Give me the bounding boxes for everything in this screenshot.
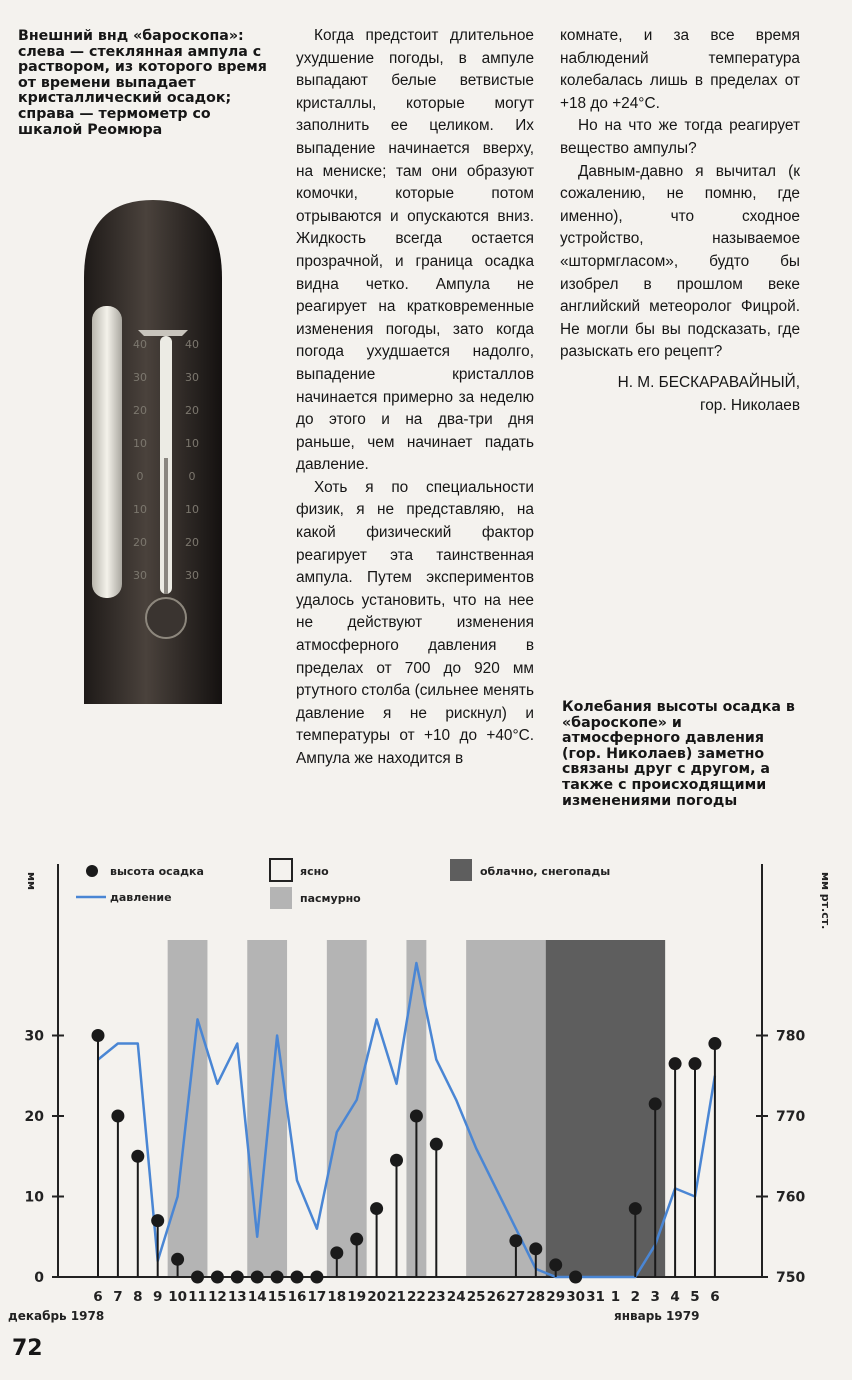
x-tick-label: 16 — [287, 1289, 307, 1305]
left-tick-label: 10 — [24, 1189, 44, 1206]
x-tick-label: 2 — [630, 1289, 641, 1305]
paragraph: Когда предстоит длительное ухудшение погоды, в ампуле выпадают белые ветвистые кристаллы, которые могут заполнить ее целиком. Их выпадение начинается вверху, на мениске; там они образуют комочки, которые потом отрываются и опускаются вниз. Жидкость всегда остается прозрачной, и граница осадка видна четко. Ампула не реагирует на кратковременные изменения погоды, зато когда погода ухудшается надолго, выпадение кристаллов начинается примерно за неделю до этого и на два-три дня раньше, чем начинает падать давление. — [296, 27, 534, 474]
photo-caption: Внешний внд «бароскопа»: слева — стеклянная ампула с раствором, из которого время от времени выпадает кристаллический осадок; справа — термометр со шкалой Реомюра — [18, 28, 267, 138]
left-axis-label: мм — [25, 872, 38, 890]
x-tick-label: 31 — [586, 1289, 605, 1305]
chart-caption: Колебания высоты осадка в «бароскопе» и атмосферного давления (гор. Николаев) заметно связаны друг с другом, а также с происходящими изменениями погоды — [562, 699, 795, 809]
x-tick-label: 15 — [267, 1289, 287, 1305]
x-tick-label: 18 — [327, 1289, 347, 1305]
paragraph: комнате, и за все время наблюдений температура колебалась лишь в пределах от +18 до +24°С. — [560, 27, 800, 112]
weather-band-dark — [546, 940, 665, 1277]
sediment-point — [251, 1271, 264, 1284]
thermometer-scale-label: 20 — [185, 536, 199, 549]
thermometer-scale-label: 10 — [185, 503, 199, 516]
weather-band-light — [466, 940, 546, 1277]
sediment-point — [649, 1097, 662, 1110]
signature-name: Н. М. БЕСКАРАВАЙНЫЙ, — [617, 373, 800, 391]
thermometer-scale-label: 0 — [136, 470, 144, 483]
paragraph: Хоть я по специальности физик, я не представляю, на какой физический фактор реагирует эта таинственная ампула. Путем экспериментов удалось установить, что на нее не действуют изменения атмосферного давления в пределах от 700 до 920 мм ртутного столба (сильнее менять давление я не рискнул) и температуры от +10 до +40°С. Ампула же находится в — [296, 478, 534, 767]
thermometer-scale-label: 10 — [133, 437, 147, 450]
column-three — [560, 25, 800, 417]
signature-city: гор. Николаев — [699, 396, 800, 414]
left-tick-label: 0 — [34, 1270, 44, 1286]
legend-marker-dot — [86, 865, 98, 877]
x-tick-label: 1 — [610, 1289, 621, 1305]
sediment-point — [529, 1242, 542, 1255]
x-tick-label: 22 — [407, 1289, 426, 1305]
x-tick-label: 25 — [466, 1289, 486, 1305]
sediment-point — [370, 1202, 383, 1215]
sediment-point — [509, 1234, 522, 1247]
weather-chart — [0, 846, 852, 1323]
sediment-point — [211, 1271, 224, 1284]
sediment-point — [410, 1110, 423, 1123]
sediment-point — [131, 1150, 144, 1163]
thermometer-bulb — [146, 598, 186, 638]
thermometer-scale-label: 10 — [133, 503, 147, 516]
right-tick-label: 780 — [776, 1028, 806, 1045]
x-tick-label: 6 — [93, 1289, 103, 1305]
x-tick-label: 26 — [486, 1289, 506, 1305]
x-tick-label: 14 — [247, 1289, 267, 1305]
legend-label: ясно — [300, 865, 329, 878]
sediment-point — [629, 1202, 642, 1215]
sediment-point — [390, 1154, 403, 1167]
sediment-point — [271, 1271, 284, 1284]
signature — [560, 372, 800, 417]
x-tick-label: 23 — [426, 1289, 446, 1305]
paragraph: Давным-давно я вычитал (к сожалению, не помню, где именно), что сходное устройство, называемое «штормгласом», будто бы изобрел в прошлом веке английский метеоролог Фицрой. Не могли бы вы подсказать, где разыскать его рецепт? — [560, 162, 800, 361]
sediment-point — [350, 1233, 363, 1246]
sediment-point — [231, 1271, 244, 1284]
legend-label: пасмурно — [300, 892, 361, 905]
right-tick-label: 770 — [776, 1109, 806, 1125]
x-tick-label: 19 — [347, 1289, 367, 1305]
right-tick-label: 750 — [776, 1270, 806, 1286]
sediment-point — [569, 1271, 582, 1284]
x-tick-label: 30 — [566, 1289, 585, 1305]
thermometer-scale-label: 40 — [185, 338, 199, 351]
legend-label: давление — [110, 891, 172, 904]
x-tick-label: 11 — [188, 1289, 207, 1305]
sediment-point — [111, 1110, 124, 1123]
thermometer-scale-label: 20 — [133, 536, 147, 549]
x-tick-label: 17 — [307, 1289, 327, 1305]
month-label-december: декабрь 1978 — [8, 1309, 105, 1323]
thermometer-scale-label: 30 — [133, 569, 147, 582]
thermometer-scale-label: 30 — [185, 371, 199, 384]
x-tick-label: 6 — [710, 1289, 720, 1305]
sediment-point — [151, 1214, 164, 1227]
thermometer-scale-label: 20 — [133, 404, 147, 417]
sediment-point — [689, 1057, 702, 1070]
x-tick-label: 5 — [690, 1289, 700, 1305]
thermometer-scale-label: 0 — [188, 470, 196, 483]
weather-band-light — [327, 940, 367, 1277]
legend-label: облачно, снегопады — [480, 865, 611, 878]
sediment-point — [669, 1057, 682, 1070]
right-tick-label: 760 — [776, 1189, 806, 1206]
x-tick-label: 10 — [168, 1289, 187, 1305]
ampoule-glass — [92, 306, 122, 598]
baroscope-photo — [78, 198, 228, 708]
left-tick-label: 20 — [24, 1109, 44, 1125]
left-tick-label: 30 — [24, 1028, 44, 1045]
paragraph: Но на что же тогда реагирует вещество ампулы? — [560, 117, 800, 157]
thermometer-column — [164, 458, 168, 594]
weather-band-light — [247, 940, 287, 1277]
x-tick-label: 12 — [208, 1289, 227, 1305]
x-tick-label: 7 — [113, 1289, 123, 1305]
x-tick-label: 4 — [670, 1289, 680, 1305]
x-tick-label: 9 — [152, 1289, 163, 1305]
thermometer-scale-label: 30 — [185, 569, 199, 582]
thermometer-scale-label: 30 — [133, 371, 147, 384]
x-tick-label: 24 — [446, 1289, 466, 1305]
sediment-point — [330, 1246, 343, 1259]
x-tick-label: 13 — [227, 1289, 247, 1305]
month-label-january: январь 1979 — [614, 1309, 700, 1323]
thermometer-scale-label: 10 — [185, 437, 199, 450]
column-two — [296, 25, 534, 771]
sediment-point — [291, 1271, 304, 1284]
sediment-point — [310, 1271, 323, 1284]
sediment-point — [430, 1138, 443, 1151]
sediment-point — [549, 1258, 562, 1271]
right-axis-label: мм рт.ст. — [819, 872, 832, 930]
x-tick-label: 3 — [650, 1289, 660, 1305]
thermometer-scale-label: 20 — [185, 404, 199, 417]
legend-label: высота осадка — [110, 865, 204, 878]
x-tick-label: 20 — [367, 1289, 386, 1305]
scale-pointer — [138, 330, 188, 336]
x-tick-label: 21 — [387, 1289, 406, 1305]
x-tick-label: 8 — [133, 1289, 143, 1305]
sediment-point — [708, 1037, 721, 1050]
x-tick-label: 28 — [526, 1289, 546, 1305]
sediment-point — [191, 1271, 204, 1284]
legend-marker-overcast — [270, 887, 292, 909]
x-tick-label: 27 — [506, 1289, 526, 1305]
legend-marker-clear — [270, 859, 292, 881]
page-number: 72 — [12, 1336, 43, 1361]
x-tick-label: 29 — [546, 1289, 566, 1305]
sediment-point — [92, 1029, 105, 1042]
thermometer-scale-label: 40 — [133, 338, 147, 351]
legend-marker-cloudy — [450, 859, 472, 881]
sediment-point — [171, 1253, 184, 1266]
